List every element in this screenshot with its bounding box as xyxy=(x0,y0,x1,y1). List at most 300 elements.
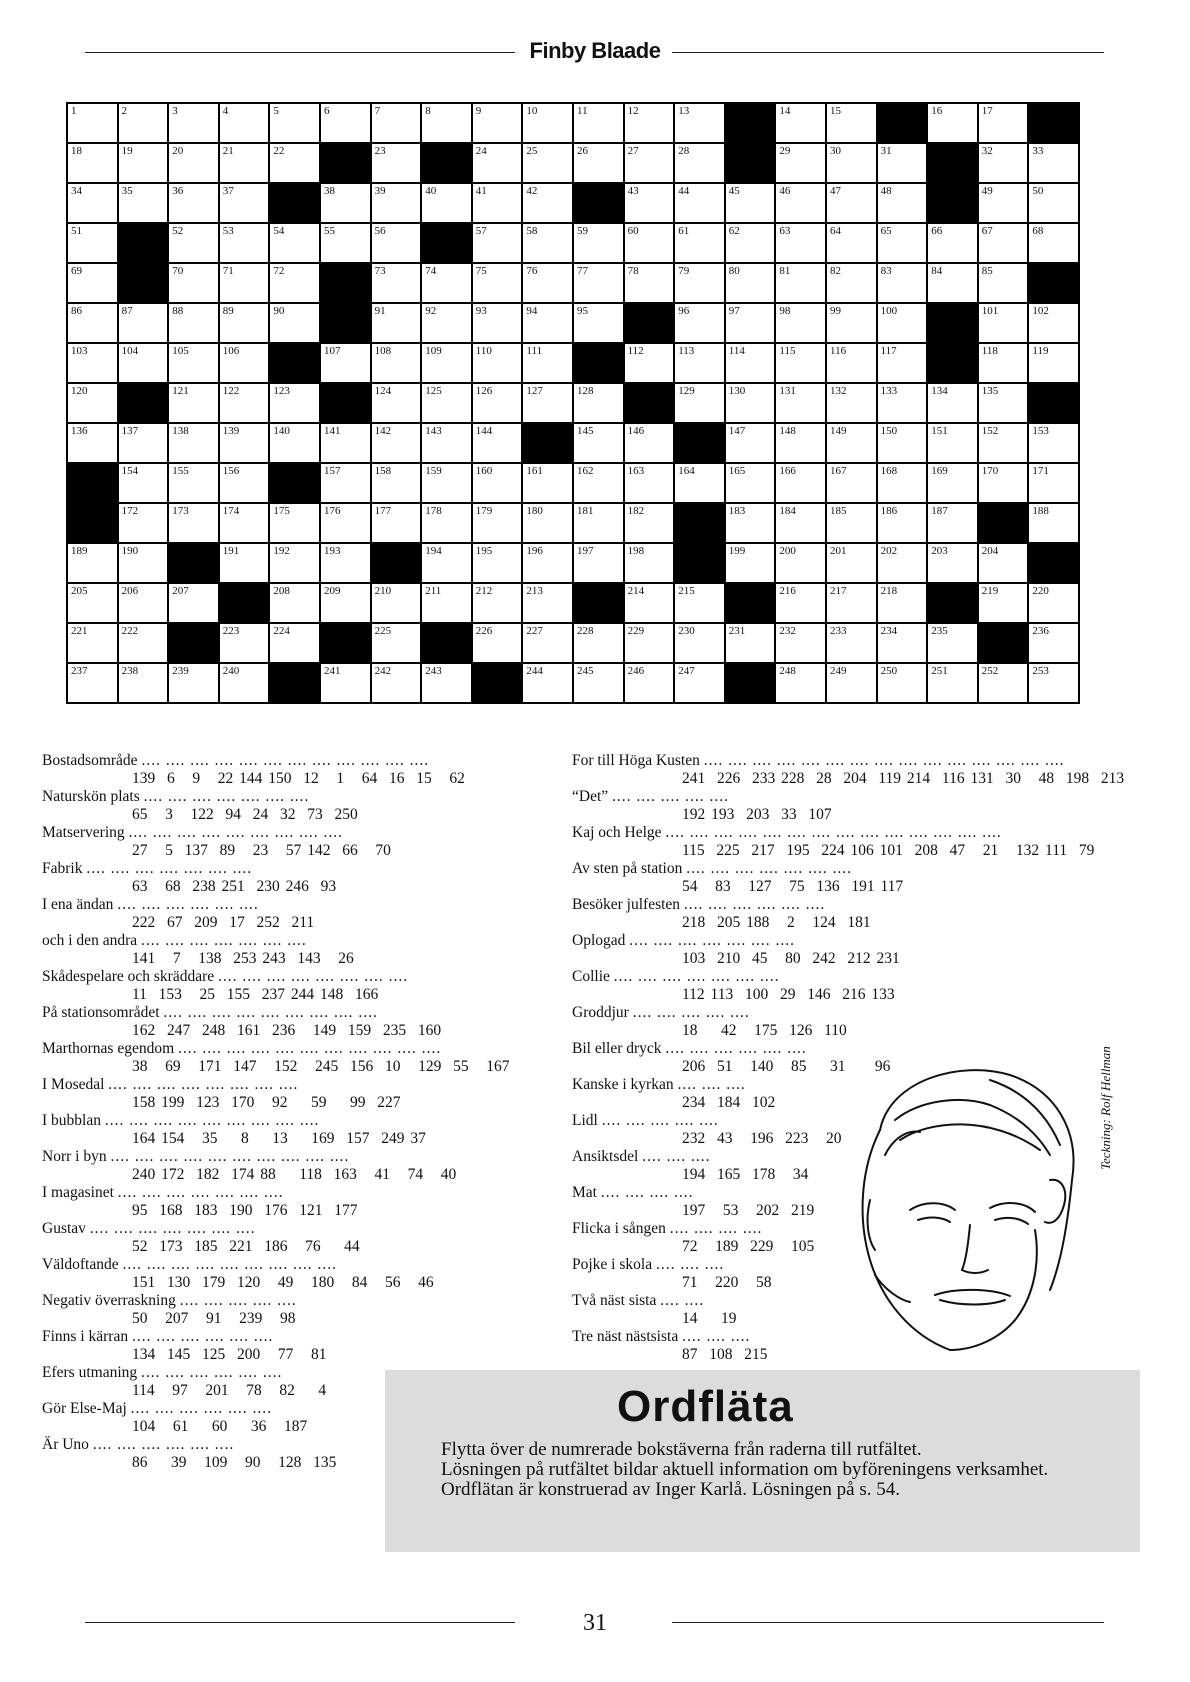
grid-cell[interactable] xyxy=(776,544,825,582)
grid-cell[interactable] xyxy=(726,384,775,422)
grid-cell[interactable] xyxy=(270,544,319,582)
grid-cell[interactable] xyxy=(1029,464,1078,502)
grid-cell[interactable] xyxy=(270,584,319,622)
grid-cell[interactable] xyxy=(321,184,370,222)
clue-answer-dots: .... .... .... .... .... .... .... .... .... .... .... .... xyxy=(141,752,430,769)
grid-cell[interactable] xyxy=(473,344,522,382)
grid-cell[interactable] xyxy=(372,264,421,302)
grid-cell[interactable] xyxy=(574,544,623,582)
grid-cell[interactable] xyxy=(220,624,269,662)
grid-cell[interactable] xyxy=(574,264,623,302)
grid-cell[interactable] xyxy=(422,344,471,382)
grid-cell[interactable] xyxy=(321,504,370,542)
grid-cell[interactable] xyxy=(169,184,218,222)
grid-cell[interactable] xyxy=(270,384,319,422)
cell-number: 214 xyxy=(627,585,645,597)
grid-cell[interactable] xyxy=(675,464,724,502)
grid-cell[interactable] xyxy=(422,384,471,422)
grid-cell[interactable] xyxy=(726,264,775,302)
grid-cell[interactable] xyxy=(169,224,218,262)
grid-cell[interactable] xyxy=(675,624,724,662)
grid-cell[interactable] xyxy=(776,224,825,262)
grid-cell[interactable] xyxy=(523,224,572,262)
grid-cell[interactable] xyxy=(68,184,117,222)
grid-cell[interactable] xyxy=(321,664,370,702)
grid-cell[interactable] xyxy=(574,424,623,462)
grid-cell[interactable] xyxy=(776,384,825,422)
grid-cell[interactable] xyxy=(878,144,927,182)
grid-cell[interactable] xyxy=(979,144,1028,182)
grid-cell[interactable] xyxy=(928,664,977,702)
grid-cell[interactable] xyxy=(473,424,522,462)
grid-cell[interactable] xyxy=(878,264,927,302)
cell-number: 64 xyxy=(829,225,841,237)
cell-number: 229 xyxy=(627,625,645,637)
grid-cell[interactable] xyxy=(220,504,269,542)
grid-cell[interactable] xyxy=(169,584,218,622)
grid-cell[interactable] xyxy=(1029,344,1078,382)
clue-numbers: 103 210 45 80 242 212 231 xyxy=(682,950,900,967)
cell-number: 202 xyxy=(880,545,898,557)
grid-cell[interactable] xyxy=(523,104,572,142)
grid-cell[interactable] xyxy=(169,344,218,382)
grid-cell[interactable] xyxy=(827,144,876,182)
grid-cell[interactable] xyxy=(119,424,168,462)
grid-cell[interactable] xyxy=(119,584,168,622)
cell-number: 110 xyxy=(475,345,492,357)
grid-cell[interactable] xyxy=(827,464,876,502)
grid-cell[interactable] xyxy=(726,304,775,342)
grid-cell[interactable] xyxy=(928,464,977,502)
cell-number: 238 xyxy=(121,665,139,677)
grid-cell[interactable] xyxy=(473,264,522,302)
grid-cell[interactable] xyxy=(422,544,471,582)
grid-cell[interactable] xyxy=(372,464,421,502)
grid-cell[interactable] xyxy=(321,424,370,462)
grid-cell[interactable] xyxy=(220,464,269,502)
grid-cell[interactable] xyxy=(776,104,825,142)
clue-label: Bil eller dryck xyxy=(572,1040,662,1057)
grid-cell[interactable] xyxy=(776,584,825,622)
grid-cell[interactable] xyxy=(574,624,623,662)
grid-cell[interactable] xyxy=(422,424,471,462)
clue-numbers: 86 39 109 90 128 135 xyxy=(132,1454,337,1471)
grid-cell[interactable] xyxy=(827,184,876,222)
grid-cell[interactable] xyxy=(625,664,674,702)
grid-cell[interactable] xyxy=(1029,584,1078,622)
clue xyxy=(42,1256,562,1292)
grid-cell[interactable] xyxy=(928,104,977,142)
grid-cell[interactable] xyxy=(675,224,724,262)
grid-cell[interactable] xyxy=(321,464,370,502)
grid-cell[interactable] xyxy=(321,584,370,622)
clue-line xyxy=(42,1220,562,1238)
grid-cell[interactable] xyxy=(625,104,674,142)
grid-cell[interactable] xyxy=(827,424,876,462)
grid-cell[interactable] xyxy=(878,384,927,422)
grid-cell[interactable] xyxy=(625,264,674,302)
grid-cell[interactable] xyxy=(68,584,117,622)
clue xyxy=(42,1112,562,1148)
grid-cell[interactable] xyxy=(776,504,825,542)
grid-cell[interactable] xyxy=(119,304,168,342)
cell-number: 199 xyxy=(728,545,746,557)
grid-cell[interactable] xyxy=(574,504,623,542)
grid-cell[interactable] xyxy=(422,304,471,342)
grid-cell[interactable] xyxy=(726,224,775,262)
grid-cell[interactable] xyxy=(68,344,117,382)
grid-cell[interactable] xyxy=(979,464,1028,502)
clue-answer-dots: .... .... .... .... .... .... .... xyxy=(613,968,780,985)
grid-cell[interactable] xyxy=(119,544,168,582)
grid-cell[interactable] xyxy=(574,144,623,182)
grid-cell[interactable] xyxy=(625,464,674,502)
grid-cell[interactable] xyxy=(119,144,168,182)
grid-cell[interactable] xyxy=(270,264,319,302)
grid-cell[interactable] xyxy=(776,264,825,302)
grid-cell[interactable] xyxy=(523,264,572,302)
grid-cell[interactable] xyxy=(625,144,674,182)
grid-cell[interactable] xyxy=(473,624,522,662)
grid-cell[interactable] xyxy=(979,104,1028,142)
grid-cell[interactable] xyxy=(675,584,724,622)
grid-cell[interactable] xyxy=(220,144,269,182)
cell-number: 149 xyxy=(829,425,847,437)
grid-cell[interactable] xyxy=(675,664,724,702)
grid-cell[interactable] xyxy=(827,664,876,702)
grid-cell[interactable] xyxy=(776,344,825,382)
grid-cell[interactable] xyxy=(928,544,977,582)
grid-cell[interactable] xyxy=(220,664,269,702)
grid-cell[interactable] xyxy=(68,384,117,422)
grid-cell[interactable] xyxy=(68,264,117,302)
grid-cell[interactable] xyxy=(625,504,674,542)
grid-cell[interactable] xyxy=(119,504,168,542)
grid-cell[interactable] xyxy=(220,424,269,462)
grid-cell[interactable] xyxy=(675,384,724,422)
grid-cell[interactable] xyxy=(979,264,1028,302)
grid-cell[interactable] xyxy=(928,504,977,542)
grid-cell[interactable] xyxy=(119,464,168,502)
grid-cell[interactable] xyxy=(68,424,117,462)
grid-cell[interactable] xyxy=(473,384,522,422)
grid-cell[interactable] xyxy=(220,264,269,302)
grid-cell[interactable] xyxy=(928,264,977,302)
grid-cell[interactable] xyxy=(979,584,1028,622)
grid-cell[interactable] xyxy=(878,424,927,462)
grid-cell[interactable] xyxy=(523,544,572,582)
grid-cell[interactable] xyxy=(169,104,218,142)
grid-cell[interactable] xyxy=(372,224,421,262)
grid-cell[interactable] xyxy=(372,184,421,222)
grid-cell[interactable] xyxy=(68,664,117,702)
grid-cell[interactable] xyxy=(270,224,319,262)
grid-cell[interactable] xyxy=(776,184,825,222)
grid-cell[interactable] xyxy=(979,184,1028,222)
grid-cell[interactable] xyxy=(270,104,319,142)
grid-cell[interactable] xyxy=(68,104,117,142)
grid-cell[interactable] xyxy=(827,504,876,542)
clue-numbers: 162 247 248 161 236 149 159 235 160 xyxy=(132,1022,442,1039)
grid-cell[interactable] xyxy=(878,344,927,382)
grid-cell[interactable] xyxy=(422,584,471,622)
grid-cell[interactable] xyxy=(220,304,269,342)
grid-cell[interactable] xyxy=(270,424,319,462)
cell-number: 60 xyxy=(627,225,639,237)
grid-cell[interactable] xyxy=(473,104,522,142)
grid-cell[interactable] xyxy=(422,184,471,222)
cell-number: 13 xyxy=(678,105,690,117)
grid-cell[interactable] xyxy=(473,504,522,542)
grid-cell[interactable] xyxy=(878,624,927,662)
grid-cell[interactable] xyxy=(979,424,1028,462)
grid-cell[interactable] xyxy=(574,304,623,342)
grid-cell[interactable] xyxy=(473,304,522,342)
grid-block xyxy=(119,224,168,262)
grid-cell[interactable] xyxy=(422,464,471,502)
grid-cell[interactable] xyxy=(523,344,572,382)
grid-cell[interactable] xyxy=(625,584,674,622)
grid-cell[interactable] xyxy=(776,464,825,502)
grid-cell[interactable] xyxy=(119,104,168,142)
grid-cell[interactable] xyxy=(220,544,269,582)
grid-cell[interactable] xyxy=(119,344,168,382)
grid-cell[interactable] xyxy=(473,184,522,222)
grid-cell[interactable] xyxy=(321,104,370,142)
grid-cell[interactable] xyxy=(372,624,421,662)
grid-cell[interactable] xyxy=(979,544,1028,582)
grid-cell[interactable] xyxy=(523,144,572,182)
grid-cell[interactable] xyxy=(625,424,674,462)
grid-cell[interactable] xyxy=(422,664,471,702)
grid-cell[interactable] xyxy=(68,224,117,262)
grid-cell[interactable] xyxy=(169,664,218,702)
grid-cell[interactable] xyxy=(625,344,674,382)
grid-cell[interactable] xyxy=(372,424,421,462)
grid-block xyxy=(119,264,168,302)
grid-cell[interactable] xyxy=(625,224,674,262)
grid-cell[interactable] xyxy=(1029,504,1078,542)
grid-cell[interactable] xyxy=(523,664,572,702)
grid-cell[interactable] xyxy=(1029,624,1078,662)
cell-number: 130 xyxy=(728,385,746,397)
grid-cell[interactable] xyxy=(473,224,522,262)
cell-number: 62 xyxy=(728,225,740,237)
cell-number: 27 xyxy=(627,145,639,157)
grid-cell[interactable] xyxy=(372,144,421,182)
grid-cell[interactable] xyxy=(726,624,775,662)
grid-cell[interactable] xyxy=(878,184,927,222)
grid-cell[interactable] xyxy=(321,544,370,582)
grid-cell[interactable] xyxy=(523,304,572,342)
grid-cell[interactable] xyxy=(675,184,724,222)
grid-block xyxy=(625,304,674,342)
grid-cell[interactable] xyxy=(726,184,775,222)
grid-cell[interactable] xyxy=(574,224,623,262)
grid-cell[interactable] xyxy=(878,224,927,262)
grid-cell[interactable] xyxy=(372,664,421,702)
clue-label: Är Uno xyxy=(42,1436,89,1453)
grid-cell[interactable] xyxy=(675,304,724,342)
cell-number: 170 xyxy=(981,465,999,477)
cell-number: 164 xyxy=(678,465,695,477)
grid-cell[interactable] xyxy=(827,264,876,302)
grid-cell[interactable] xyxy=(675,344,724,382)
grid-cell[interactable] xyxy=(473,544,522,582)
grid-cell[interactable] xyxy=(68,544,117,582)
grid-cell[interactable] xyxy=(776,624,825,662)
grid-cell[interactable] xyxy=(625,544,674,582)
grid-cell[interactable] xyxy=(372,344,421,382)
grid-cell[interactable] xyxy=(473,144,522,182)
clue-label: Groddjur xyxy=(572,1004,629,1021)
grid-cell[interactable] xyxy=(169,424,218,462)
grid-cell[interactable] xyxy=(979,384,1028,422)
clue-line xyxy=(572,896,1132,914)
grid-cell[interactable] xyxy=(523,584,572,622)
clue-label: Collie xyxy=(572,968,610,985)
grid-cell[interactable] xyxy=(827,104,876,142)
grid-cell[interactable] xyxy=(625,624,674,662)
grid-cell[interactable] xyxy=(422,104,471,142)
grid-block xyxy=(675,504,724,542)
grid-cell[interactable] xyxy=(574,464,623,502)
grid-cell[interactable] xyxy=(68,144,117,182)
grid-cell[interactable] xyxy=(1029,304,1078,342)
grid-cell[interactable] xyxy=(68,624,117,662)
grid-cell[interactable] xyxy=(270,624,319,662)
grid-cell[interactable] xyxy=(979,224,1028,262)
grid-cell[interactable] xyxy=(878,664,927,702)
grid-cell[interactable] xyxy=(827,584,876,622)
grid-cell[interactable] xyxy=(928,224,977,262)
clue-label: Väldoftande xyxy=(42,1256,119,1273)
grid-cell[interactable] xyxy=(625,184,674,222)
grid-cell[interactable] xyxy=(827,344,876,382)
grid-cell[interactable] xyxy=(169,264,218,302)
grid-cell[interactable] xyxy=(574,384,623,422)
grid-cell[interactable] xyxy=(119,624,168,662)
grid-block xyxy=(422,224,471,262)
grid-cell[interactable] xyxy=(979,664,1028,702)
grid-cell[interactable] xyxy=(979,304,1028,342)
grid-cell[interactable] xyxy=(270,304,319,342)
grid-cell[interactable] xyxy=(726,424,775,462)
grid-cell[interactable] xyxy=(878,504,927,542)
clue-label: På stationsområdet xyxy=(42,1004,160,1021)
grid-cell[interactable] xyxy=(878,464,927,502)
grid-cell[interactable] xyxy=(169,464,218,502)
grid-cell[interactable] xyxy=(270,144,319,182)
grid-cell[interactable] xyxy=(523,504,572,542)
grid-cell[interactable] xyxy=(1029,424,1078,462)
grid-cell[interactable] xyxy=(827,304,876,342)
grid-cell[interactable] xyxy=(321,224,370,262)
grid-cell[interactable] xyxy=(119,184,168,222)
grid-cell[interactable] xyxy=(523,184,572,222)
grid-cell[interactable] xyxy=(878,544,927,582)
grid-cell[interactable] xyxy=(220,384,269,422)
clue-answer-dots: .... .... .... .... .... .... xyxy=(141,1364,283,1381)
grid-cell[interactable] xyxy=(220,104,269,142)
grid-cell[interactable] xyxy=(523,624,572,662)
grid-cell[interactable] xyxy=(169,504,218,542)
clue-label: Fabrik xyxy=(42,860,83,877)
cell-number: 161 xyxy=(526,465,543,477)
grid-cell[interactable] xyxy=(220,184,269,222)
cell-number: 167 xyxy=(829,465,847,477)
grid-cell[interactable] xyxy=(726,464,775,502)
grid-cell[interactable] xyxy=(473,584,522,622)
grid-cell[interactable] xyxy=(726,504,775,542)
grid-cell[interactable] xyxy=(372,104,421,142)
grid-cell[interactable] xyxy=(726,344,775,382)
grid-cell[interactable] xyxy=(776,304,825,342)
grid-cell[interactable] xyxy=(372,384,421,422)
cell-number: 33 xyxy=(1032,145,1044,157)
grid-cell[interactable] xyxy=(220,224,269,262)
clue-answer-dots: .... .... .... .... .... .... .... .... .... xyxy=(128,824,344,841)
grid-cell[interactable] xyxy=(372,504,421,542)
grid-cell[interactable] xyxy=(169,384,218,422)
grid-cell[interactable] xyxy=(321,344,370,382)
cell-number: 31 xyxy=(880,145,892,157)
grid-cell[interactable] xyxy=(726,544,775,582)
grid-cell[interactable] xyxy=(422,504,471,542)
grid-cell[interactable] xyxy=(776,664,825,702)
grid-cell[interactable] xyxy=(1029,184,1078,222)
grid-cell[interactable] xyxy=(675,264,724,302)
grid-cell[interactable] xyxy=(169,304,218,342)
grid-cell[interactable] xyxy=(675,144,724,182)
grid-cell[interactable] xyxy=(270,504,319,542)
cell-number: 132 xyxy=(829,385,847,397)
grid-cell[interactable] xyxy=(928,624,977,662)
grid-cell[interactable] xyxy=(928,384,977,422)
clue-answer-dots: .... .... .... .... .... xyxy=(612,788,730,805)
grid-cell[interactable] xyxy=(827,544,876,582)
grid-cell[interactable] xyxy=(878,304,927,342)
cell-number: 85 xyxy=(981,265,993,277)
grid-cell[interactable] xyxy=(827,624,876,662)
grid-cell[interactable] xyxy=(119,664,168,702)
grid-cell[interactable] xyxy=(422,264,471,302)
grid-cell[interactable] xyxy=(979,344,1028,382)
grid-cell[interactable] xyxy=(473,464,522,502)
grid-cell[interactable] xyxy=(776,424,825,462)
grid-cell[interactable] xyxy=(372,584,421,622)
grid-cell[interactable] xyxy=(220,344,269,382)
grid-cell[interactable] xyxy=(1029,664,1078,702)
grid-cell[interactable] xyxy=(523,464,572,502)
cell-number: 234 xyxy=(880,625,898,637)
grid-cell[interactable] xyxy=(169,144,218,182)
grid-cell[interactable] xyxy=(776,144,825,182)
grid-cell[interactable] xyxy=(574,664,623,702)
grid-cell[interactable] xyxy=(827,224,876,262)
grid-cell[interactable] xyxy=(827,384,876,422)
clue-line xyxy=(42,1328,562,1346)
grid-cell[interactable] xyxy=(523,384,572,422)
grid-cell[interactable] xyxy=(1029,144,1078,182)
grid-cell[interactable] xyxy=(928,424,977,462)
grid-cell[interactable] xyxy=(675,104,724,142)
grid-cell[interactable] xyxy=(372,304,421,342)
grid-cell[interactable] xyxy=(1029,224,1078,262)
grid-cell[interactable] xyxy=(574,104,623,142)
grid-cell[interactable] xyxy=(68,304,117,342)
grid-cell[interactable] xyxy=(878,584,927,622)
